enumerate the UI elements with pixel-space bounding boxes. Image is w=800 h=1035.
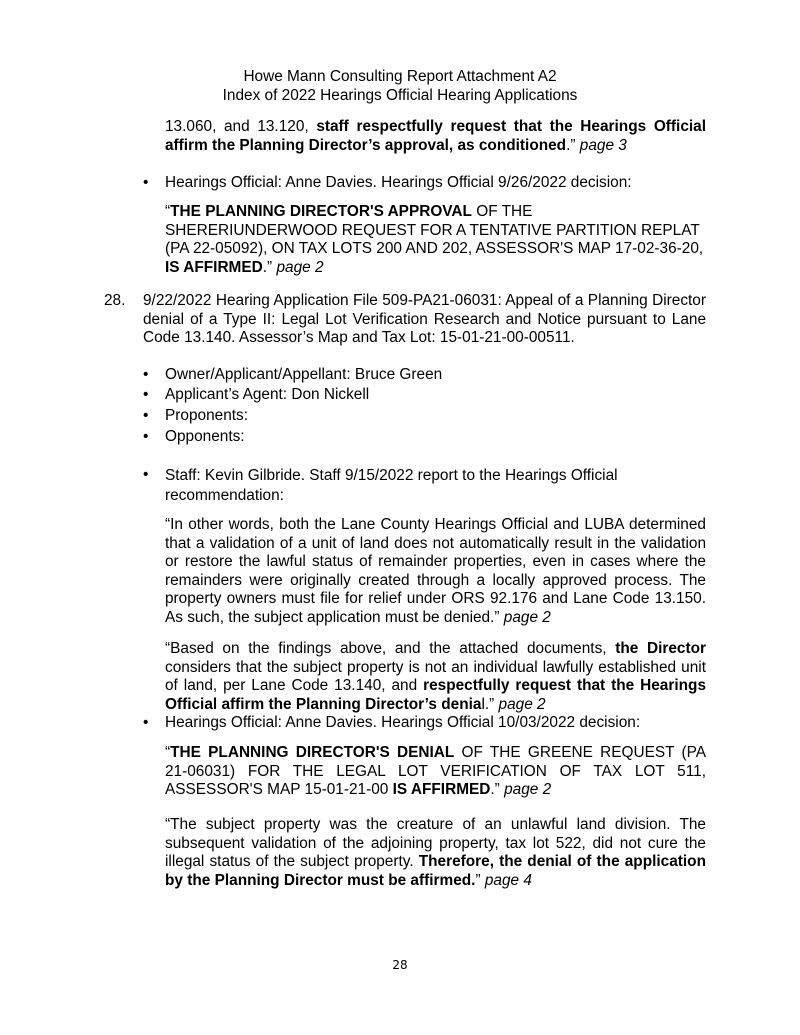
item-28-description: 9/22/2022 Hearing Application File 509-PA21-06031: Appeal of a Planning Director denial of a Type II: Legal Lot Verification Research and Notice pursuant to Lane Code 13.140. Assessor’s Map and Tax Lot: 15-01-21-00-00511. [143,292,706,347]
bullet-marker: • [143,386,149,403]
bullet-marker: • [143,466,149,483]
bullet-marker: • [143,174,149,191]
decision-quote-2: “THE PLANNING DIRECTOR'S DENIAL OF THE GREENE REQUEST (PA 21-06031) FOR THE LEGAL LOT VERIFICATION OF TAX LOT 511, ASSESSOR'S MAP 15-01-21-00 IS AFFIRMED.” page 2 [165,744,706,799]
decision-quote-3: “The subject property was the creature of an unlawful land division. The subsequent validation of the adjoining property, tax lot 522, did not cure the illegal status of the subject property. Therefore, the denial of the application by the Planning Director must be affirmed.” page 4 [165,816,706,889]
hearings-official-1: Hearings Official: Anne Davies. Hearings Official 9/26/2022 decision: [165,174,632,191]
bullet-marker: • [143,366,149,383]
party-agent: Applicant’s Agent: Don Nickell [165,386,370,403]
page-number: 28 [392,958,408,972]
party-proponents: Proponents: [165,407,248,424]
party-opponents: Opponents: [165,428,245,445]
continued-paragraph: 13.060, and 13.120, staff respectfully request that the Hearings Official affirm the Planning Director’s approval, as conditioned.” page 3 [165,118,706,154]
staff-recommendation: Staff: Kevin Gilbride. Staff 9/15/2022 report to the Hearings Official recommendation: [165,467,618,504]
bullet-marker: • [143,407,149,424]
staff-quote-1: “In other words, both the Lane County Hearings Official and LUBA determined that a validation of a unit of land does not automatically result in the validation or restore the lawful status of remainder properties, even in cases where the remainders were originally created through a locally approved process. The property owners must file for relief under ORS 92.176 and Lane Code 13.150. As such, the subject application must be denied.” page 2 [165,516,706,626]
party-owner: Owner/Applicant/Appellant: Bruce Green [165,366,443,383]
decision-quote-1: “THE PLANNING DIRECTOR'S APPROVAL OF THE SHERERIUNDERWOOD REQUEST FOR A TENTATIVE PARTITION REPLAT (PA 22-05092), ON TAX LOTS 200 AND 202, ASSESSOR'S MAP 17-02-36-20, IS AFFIRMED.” page 2 [165,203,704,276]
bullet-marker: • [143,428,149,445]
hearings-official-2: Hearings Official: Anne Davies. Hearings Official 10/03/2022 decision: [165,714,641,731]
item-number: 28. [104,292,126,309]
report-subtitle: Index of 2022 Hearings Official Hearing Applications [222,87,578,104]
bullet-marker: • [143,714,149,731]
report-title: Howe Mann Consulting Report Attachment A2 [243,68,557,85]
staff-quote-2: “Based on the findings above, and the attached documents, the Director considers that the subject property is not an individual lawfully established unit of land, per Lane Code 13.140, and respectfully request that the Hearings Official affirm the Planning Director’s denial.” page 2 [165,640,706,713]
